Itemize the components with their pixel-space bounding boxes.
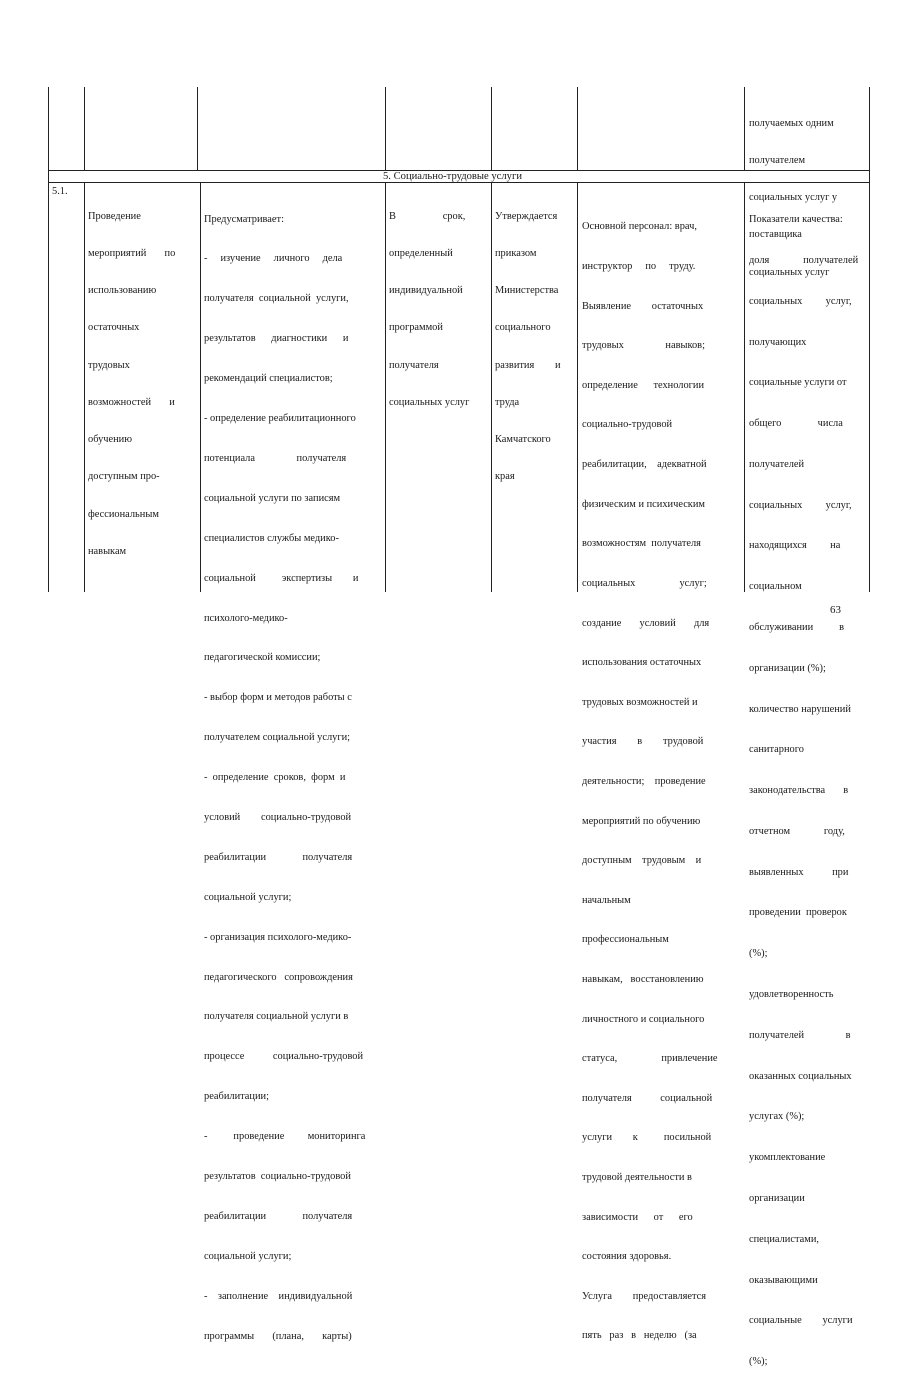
text-line: реабилитации получателя bbox=[204, 1210, 353, 1222]
text-line: педагогической комиссии; bbox=[204, 652, 321, 664]
service-conditions bbox=[582, 194, 742, 1356]
text-line: навыкам, восстановлению bbox=[582, 973, 704, 985]
text-line: определение технологии bbox=[582, 379, 705, 391]
col-border-4b bbox=[491, 182, 492, 592]
text-line: физическим и психическим bbox=[582, 498, 705, 510]
text-line: программой bbox=[389, 322, 443, 334]
text-line: поставщика bbox=[749, 229, 802, 241]
text-line: определенный bbox=[389, 248, 453, 260]
text-line: начальным bbox=[582, 894, 631, 906]
text-line: возможностям получателя bbox=[582, 538, 701, 550]
col-border-5b bbox=[577, 182, 578, 592]
text-line: организации (%); bbox=[749, 662, 826, 674]
text-line: получающих bbox=[749, 336, 807, 348]
service-content bbox=[204, 186, 382, 1356]
col-border-6 bbox=[744, 87, 745, 170]
text-line: социальных услуг, bbox=[749, 295, 852, 307]
text-line: социальной услуги; bbox=[204, 1250, 292, 1262]
text-line: Утверждается bbox=[495, 210, 558, 222]
text-line: общего числа bbox=[749, 418, 843, 430]
text-line: реабилитации получателя bbox=[204, 851, 353, 863]
text-line: обслуживании в bbox=[749, 622, 845, 633]
text-line: Показатели качества: bbox=[749, 214, 843, 226]
text-line: процессе социально-трудовой bbox=[204, 1051, 364, 1063]
text-line: получателей в bbox=[749, 1029, 851, 1041]
col-border-7 bbox=[869, 87, 870, 592]
text-line: получаемых одним bbox=[749, 117, 834, 129]
text-line: получателей bbox=[749, 458, 805, 470]
text-line: реабилитации; bbox=[204, 1091, 269, 1103]
service-term bbox=[389, 186, 489, 422]
text-line: возможностей и bbox=[88, 396, 175, 408]
text-line: трудовых возможностей и bbox=[582, 696, 698, 708]
text-line: получателем социальной услуги; bbox=[204, 732, 351, 744]
text-line: Камчатского bbox=[495, 434, 551, 446]
text-line: доступным про- bbox=[88, 471, 160, 483]
text-line: получателя социальной услуги, bbox=[204, 293, 349, 305]
text-line: результатов социально-трудовой bbox=[204, 1170, 351, 1182]
quality-indicators bbox=[749, 186, 867, 1382]
text-line: использования остаточных bbox=[582, 657, 702, 669]
text-line: мероприятий по обучению bbox=[582, 815, 701, 827]
text-line: края bbox=[495, 471, 515, 483]
text-line: получателем bbox=[749, 155, 806, 167]
text-line: - проведение мониторинга bbox=[204, 1131, 366, 1143]
text-line: деятельности; проведение bbox=[582, 775, 706, 787]
text-line: Предусматривает: bbox=[204, 213, 284, 225]
text-line: инструктор по труду. bbox=[582, 261, 696, 273]
text-line: доступным трудовым и bbox=[582, 855, 702, 867]
text-line: пять раз в неделю (за bbox=[582, 1330, 697, 1342]
text-line: результатов диагностики и bbox=[204, 333, 349, 345]
text-line: социальных услуг; bbox=[582, 577, 707, 589]
text-line: Выявление остаточных bbox=[582, 300, 704, 312]
text-line: - заполнение индивидуальной bbox=[204, 1290, 353, 1302]
text-line: трудовой деятельности в bbox=[582, 1172, 692, 1184]
text-line: навыкам bbox=[88, 545, 127, 557]
col-border-1 bbox=[84, 87, 85, 170]
text-line: психолого-медико- bbox=[204, 612, 288, 624]
text-line: получателя социальной услуги в bbox=[204, 1011, 349, 1023]
text-line: потенциала получателя bbox=[204, 452, 347, 464]
text-line: развития и bbox=[495, 359, 561, 371]
text-line: (%); bbox=[749, 948, 768, 960]
text-line: реабилитации, адекватной bbox=[582, 459, 707, 471]
text-line: рекомендаций специалистов; bbox=[204, 373, 333, 385]
text-line: фессиональным bbox=[88, 508, 159, 520]
col-border-0 bbox=[48, 87, 49, 592]
page-number: 63 bbox=[830, 604, 841, 616]
col-border-3 bbox=[385, 87, 386, 170]
text-line: проведении проверок bbox=[749, 907, 847, 919]
text-line: остаточных bbox=[88, 322, 140, 334]
text-line: педагогического сопровождения bbox=[204, 971, 353, 983]
text-line: социально-трудовой bbox=[582, 419, 673, 431]
text-line: социальные услуги от bbox=[749, 377, 847, 389]
text-line: (%); bbox=[749, 1356, 768, 1368]
service-approval bbox=[495, 186, 575, 496]
text-line: социального bbox=[495, 322, 551, 334]
text-line: удовлетворенность bbox=[749, 989, 834, 1001]
text-line: - выбор форм и методов работы с bbox=[204, 692, 352, 704]
text-line: услуги к посильной bbox=[582, 1132, 712, 1144]
text-line: Основной персонал: врач, bbox=[582, 221, 697, 233]
text-line: мероприятий по bbox=[88, 248, 176, 260]
text-line: социальных услуг bbox=[389, 396, 470, 408]
text-line: трудовых навыков; bbox=[582, 340, 705, 352]
text-line: укомплектование bbox=[749, 1152, 826, 1164]
row-border-section bbox=[48, 182, 870, 183]
text-line: - определение реабилитационного bbox=[204, 413, 356, 425]
text-line: специалистами, bbox=[749, 1233, 819, 1245]
text-line: Услуга предоставляется bbox=[582, 1290, 707, 1302]
section-title: 5. Социально-трудовые услуги bbox=[382, 171, 522, 182]
text-line: получателя bbox=[389, 359, 439, 371]
col-border-5 bbox=[577, 87, 578, 170]
text-line: специалистов службы медико- bbox=[204, 532, 339, 544]
col-border-3b bbox=[385, 182, 386, 592]
text-line: личностного и социального bbox=[582, 1013, 705, 1025]
text-line: участия в трудовой bbox=[582, 736, 704, 748]
text-line: программы (плана, карты) bbox=[204, 1330, 352, 1342]
text-line: - определение сроков, форм и bbox=[204, 772, 346, 784]
text-line: оказывающими bbox=[749, 1274, 818, 1286]
text-line: организации bbox=[749, 1192, 805, 1204]
text-line: Министерства bbox=[495, 285, 559, 297]
text-line: доля получателей bbox=[749, 254, 859, 266]
text-line: - изучение личного дела bbox=[204, 253, 343, 265]
text-line: трудовых bbox=[88, 359, 130, 371]
col-border-4 bbox=[491, 87, 492, 170]
text-line: социальных услуг bbox=[749, 266, 830, 278]
text-line: Проведение bbox=[88, 210, 141, 222]
text-line: социальных услуг, bbox=[749, 499, 852, 511]
text-line: социальных услуг у bbox=[749, 192, 838, 204]
text-line: труда bbox=[495, 396, 520, 408]
text-line: законодательства в bbox=[749, 785, 849, 797]
text-line: количество нарушений bbox=[749, 703, 851, 715]
text-line: использованию bbox=[88, 285, 157, 297]
text-line: социальной услуги; bbox=[204, 891, 292, 903]
text-line: получателя социальной bbox=[582, 1092, 713, 1104]
text-line: обучению bbox=[88, 434, 133, 446]
text-line: социальной экспертизы и bbox=[204, 572, 359, 584]
text-line: услугах (%); bbox=[749, 1111, 805, 1123]
text-line: состояния здоровья. bbox=[582, 1251, 672, 1263]
service-name bbox=[88, 186, 194, 571]
text-line: санитарного bbox=[749, 744, 804, 756]
row-number: 5.1. bbox=[52, 186, 68, 197]
col-border-6b bbox=[744, 182, 745, 592]
text-line: создание условий для bbox=[582, 617, 710, 629]
text-line: находящихся на bbox=[749, 540, 841, 552]
text-line: - организация психолого-медико- bbox=[204, 931, 352, 943]
text-line: зависимости от его bbox=[582, 1211, 693, 1223]
text-line: приказом bbox=[495, 248, 537, 260]
col-border-2b bbox=[200, 182, 201, 592]
text-line: выявленных при bbox=[749, 866, 849, 878]
text-line: условий социально-трудовой bbox=[204, 811, 352, 823]
text-line: социальные услуги bbox=[749, 1315, 853, 1327]
text-line: оказанных социальных bbox=[749, 1070, 852, 1082]
text-line: социальном bbox=[749, 581, 802, 593]
text-line: статуса, привлечение bbox=[582, 1053, 718, 1065]
text-line: профессиональным bbox=[582, 934, 669, 946]
text-line: индивидуальной bbox=[389, 285, 463, 297]
text-line: В срок, bbox=[389, 210, 466, 222]
text-line: отчетном году, bbox=[749, 825, 845, 837]
col-border-2 bbox=[197, 87, 198, 170]
text-line: социальной услуги по записям bbox=[204, 492, 341, 504]
col-border-1b bbox=[84, 182, 85, 592]
